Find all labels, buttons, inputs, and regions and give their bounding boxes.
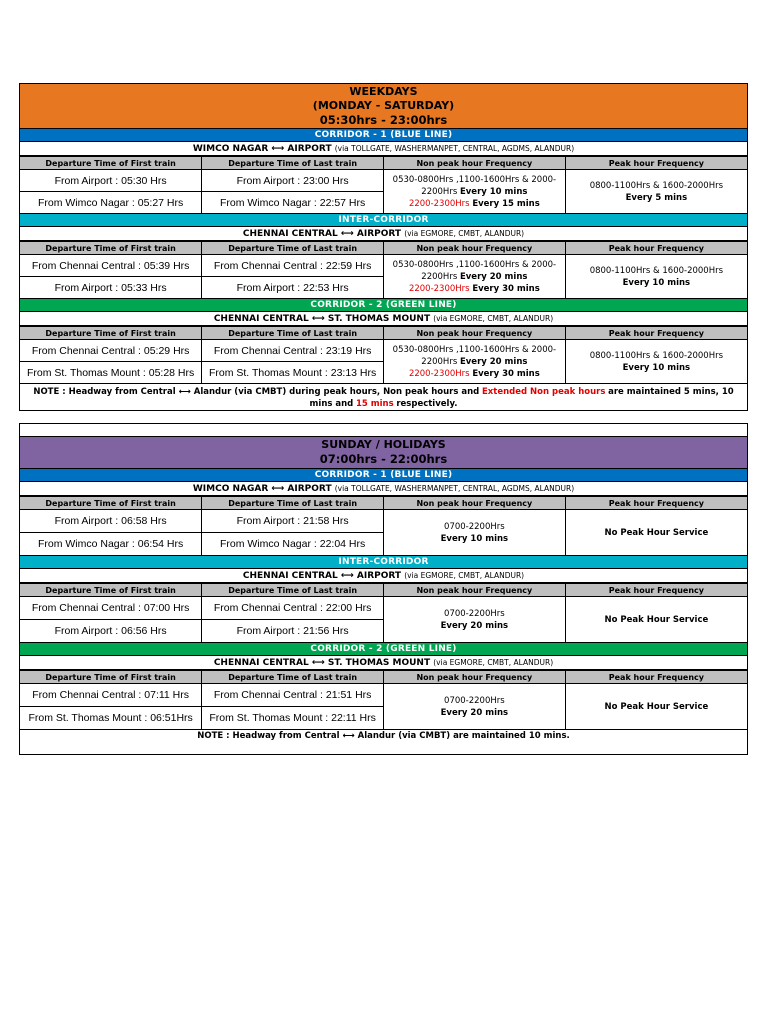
schedule-table: [20, 156, 747, 214]
route-title: WIMCO NAGAR ⟷ AIRPORT (via TOLLGATE, WASHERMANPET, CENTRAL, AGDMS, ALANDUR): [20, 142, 747, 156]
sunday-timetable: [19, 423, 748, 755]
route-title: CHENNAI CENTRAL ⟷ ST. THOMAS MOUNT (via EGMORE, CMBT, ALANDUR): [20, 312, 747, 326]
weekday-days: (MONDAY - SATURDAY): [312, 99, 455, 112]
column-header-row: Departure Time of First train Departure Time of Last train Non peak hour Frequency Peak hour Frequency: [20, 327, 747, 340]
corridor-2-bar: CORRIDOR - 2 (GREEN LINE): [20, 643, 747, 656]
first-train: From Airport : 06:56 Hrs: [20, 620, 202, 643]
first-train: From Wimco Nagar : 05:27 Hrs: [20, 192, 202, 214]
corridor-1-bar: CORRIDOR - 1 (BLUE LINE): [20, 469, 747, 482]
column-header-row: Departure Time of First train Departure Time of Last train Non peak hour Frequency Peak hour Frequency: [20, 497, 747, 510]
peak-frequency: 0800-1100Hrs & 1600-2000Hrs Every 10 mins: [565, 255, 747, 299]
last-train: From Chennai Central : 22:00 Hrs: [202, 597, 384, 620]
schedule-table: [20, 326, 747, 384]
corridor-2-bar: CORRIDOR - 2 (GREEN LINE): [20, 299, 747, 312]
first-train: From Chennai Central : 05:39 Hrs: [20, 255, 202, 277]
weekday-hours: 05:30hrs - 23:00hrs: [319, 113, 448, 127]
last-train: From St. Thomas Mount : 22:11 Hrs: [202, 707, 384, 730]
last-train: From Chennai Central : 21:51 Hrs: [202, 684, 384, 707]
weekday-note: NOTE : Headway from Central ⟷ Alandur (via CMBT) during peak hours, Non peak hours and Extended Non peak hours are maintained 5 mins, 10 mins and 15 mins respectively.: [33, 387, 734, 409]
column-header-row: Departure Time of First train Departure Time of Last train Non peak hour Frequency Peak hour Frequency: [20, 242, 747, 255]
weekday-timetable: [19, 83, 748, 411]
table-row: [20, 684, 747, 707]
last-train: From St. Thomas Mount : 23:13 Hrs: [202, 362, 384, 384]
last-train: From Chennai Central : 23:19 Hrs: [202, 340, 384, 362]
schedule-table: [20, 241, 747, 299]
first-train: From Airport : 06:58 Hrs: [20, 510, 202, 533]
inter-corridor-bar: INTER-CORRIDOR: [20, 556, 747, 569]
weekday-title: WEEKDAYS: [349, 85, 418, 98]
non-peak-frequency: 0530-0800Hrs ,1100-1600Hrs & 2000- 2200Hrs Every 10 mins 2200-2300Hrs Every 15 mins: [384, 170, 566, 214]
non-peak-frequency: 0530-0800Hrs ,1100-1600Hrs & 2000- 2200Hrs Every 20 mins 2200-2300Hrs Every 30 mins: [384, 255, 566, 299]
last-train: From Airport : 23:00 Hrs: [202, 170, 384, 192]
route-title: CHENNAI CENTRAL ⟷ AIRPORT (via EGMORE, CMBT, ALANDUR): [20, 569, 747, 583]
sunday-title: SUNDAY / HOLIDAYS: [321, 438, 446, 451]
column-header-row: Departure Time of First train Departure Time of Last train Non peak hour Frequency Peak hour Frequency: [20, 671, 747, 684]
first-train: From Chennai Central : 05:29 Hrs: [20, 340, 202, 362]
first-train: From Airport : 05:33 Hrs: [20, 277, 202, 299]
peak-frequency: No Peak Hour Service: [565, 684, 747, 730]
corridor-1-bar: CORRIDOR - 1 (BLUE LINE): [20, 129, 747, 142]
non-peak-frequency: 0700-2200Hrs Every 20 mins: [384, 597, 566, 643]
first-train: From St. Thomas Mount : 05:28 Hrs: [20, 362, 202, 384]
non-peak-frequency: 0700-2200Hrs Every 20 mins: [384, 684, 566, 730]
divider: [20, 424, 747, 437]
sunday-hours: 07:00hrs - 22:00hrs: [319, 452, 448, 466]
last-train: From Airport : 21:56 Hrs: [202, 620, 384, 643]
table-row: [20, 170, 747, 192]
peak-frequency: 0800-1100Hrs & 1600-2000Hrs Every 5 mins: [565, 170, 747, 214]
peak-frequency: 0800-1100Hrs & 1600-2000Hrs Every 10 mins: [565, 340, 747, 384]
non-peak-frequency: 0700-2200Hrs Every 10 mins: [384, 510, 566, 556]
first-train: From St. Thomas Mount : 06:51Hrs: [20, 707, 202, 730]
inter-corridor-bar: INTER-CORRIDOR: [20, 214, 747, 227]
table-row: [20, 510, 747, 533]
last-train: From Wimco Nagar : 22:04 Hrs: [202, 533, 384, 556]
route-title: WIMCO NAGAR ⟷ AIRPORT (via TOLLGATE, WASHERMANPET, CENTRAL, AGDMS, ALANDUR): [20, 482, 747, 496]
table-row: [20, 340, 747, 362]
first-train: From Chennai Central : 07:00 Hrs: [20, 597, 202, 620]
sunday-header: [20, 437, 747, 469]
schedule-table: [20, 670, 747, 730]
last-train: From Wimco Nagar : 22:57 Hrs: [202, 192, 384, 214]
last-train: From Chennai Central : 22:59 Hrs: [202, 255, 384, 277]
table-row: [20, 255, 747, 277]
first-train: From Airport : 05:30 Hrs: [20, 170, 202, 192]
non-peak-frequency: 0530-0800Hrs ,1100-1600Hrs & 2000- 2200Hrs Every 20 mins 2200-2300Hrs Every 30 mins: [384, 340, 566, 384]
column-header-row: Departure Time of First train Departure Time of Last train Non peak hour Frequency Peak hour Frequency: [20, 157, 747, 170]
table-row: [20, 597, 747, 620]
schedule-table: [20, 496, 747, 556]
route-title: CHENNAI CENTRAL ⟷ ST. THOMAS MOUNT (via EGMORE, CMBT, ALANDUR): [20, 656, 747, 670]
last-train: From Airport : 21:58 Hrs: [202, 510, 384, 533]
peak-frequency: No Peak Hour Service: [565, 597, 747, 643]
first-train: From Wimco Nagar : 06:54 Hrs: [20, 533, 202, 556]
schedule-table: [20, 583, 747, 643]
column-header-row: Departure Time of First train Departure Time of Last train Non peak hour Frequency Peak hour Frequency: [20, 584, 747, 597]
route-title: CHENNAI CENTRAL ⟷ AIRPORT (via EGMORE, CMBT, ALANDUR): [20, 227, 747, 241]
last-train: From Airport : 22:53 Hrs: [202, 277, 384, 299]
sunday-note: NOTE : Headway from Central ⟷ Alandur (via CMBT) are maintained 10 mins.: [197, 731, 570, 741]
first-train: From Chennai Central : 07:11 Hrs: [20, 684, 202, 707]
weekday-header: [20, 84, 747, 129]
peak-frequency: No Peak Hour Service: [565, 510, 747, 556]
